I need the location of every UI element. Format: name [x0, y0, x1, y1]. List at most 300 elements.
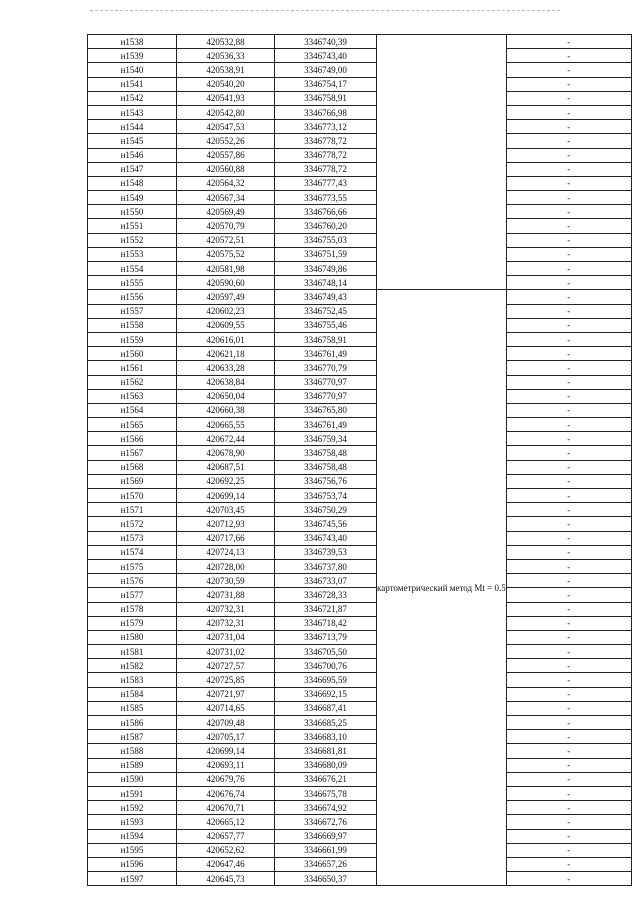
y-coordinate-cell: 3346777,43	[275, 176, 377, 190]
table-row	[88, 531, 632, 545]
y-coordinate-cell: 3346761,49	[275, 418, 377, 432]
y-coordinate-cell: 3346692,15	[275, 687, 377, 701]
x-coordinate-cell: 420717,66	[177, 531, 275, 545]
method-cell: картометрический метод Mt = 0.5	[377, 290, 507, 886]
x-coordinate-cell: 420732,31	[177, 616, 275, 630]
note-cell: -	[506, 673, 631, 687]
table-row	[88, 758, 632, 772]
table-row	[88, 162, 632, 176]
table-row	[88, 191, 632, 205]
table-row	[88, 744, 632, 758]
x-coordinate-cell: 420590,60	[177, 276, 275, 290]
note-cell: -	[506, 602, 631, 616]
note-cell: -	[506, 730, 631, 744]
table-row	[88, 602, 632, 616]
y-coordinate-cell: 3346770,79	[275, 361, 377, 375]
point-cell: н1566	[88, 432, 177, 446]
point-cell: н1559	[88, 332, 177, 346]
table-row	[88, 63, 632, 77]
note-cell: -	[506, 701, 631, 715]
y-coordinate-cell: 3346733,07	[275, 574, 377, 588]
table-row	[88, 701, 632, 715]
x-coordinate-cell: 420731,02	[177, 645, 275, 659]
y-coordinate-cell: 3346755,03	[275, 233, 377, 247]
y-coordinate-cell: 3346749,00	[275, 63, 377, 77]
y-coordinate-cell: 3346758,48	[275, 446, 377, 460]
x-coordinate-cell: 420597,49	[177, 290, 275, 304]
table-row	[88, 730, 632, 744]
note-cell: -	[506, 758, 631, 772]
point-cell: н1597	[88, 872, 177, 886]
y-coordinate-cell: 3346749,43	[275, 290, 377, 304]
point-cell: н1579	[88, 616, 177, 630]
x-coordinate-cell: 420709,48	[177, 716, 275, 730]
y-coordinate-cell: 3346669,97	[275, 829, 377, 843]
point-cell: н1583	[88, 673, 177, 687]
table-row	[88, 347, 632, 361]
x-coordinate-cell: 420542,80	[177, 105, 275, 119]
note-cell: -	[506, 318, 631, 332]
note-cell: -	[506, 857, 631, 871]
y-coordinate-cell: 3346728,33	[275, 588, 377, 602]
note-cell: -	[506, 460, 631, 474]
x-coordinate-cell: 420609,55	[177, 318, 275, 332]
point-cell: н1563	[88, 389, 177, 403]
point-cell: н1568	[88, 460, 177, 474]
note-cell: -	[506, 829, 631, 843]
y-coordinate-cell: 3346676,21	[275, 772, 377, 786]
y-coordinate-cell: 3346661,99	[275, 843, 377, 857]
note-cell: -	[506, 659, 631, 673]
note-cell: -	[506, 432, 631, 446]
y-coordinate-cell: 3346754,17	[275, 77, 377, 91]
x-coordinate-cell: 420731,04	[177, 630, 275, 644]
note-cell: -	[506, 588, 631, 602]
note-cell: -	[506, 389, 631, 403]
x-coordinate-cell: 420602,23	[177, 304, 275, 318]
y-coordinate-cell: 3346758,91	[275, 332, 377, 346]
table-row	[88, 559, 632, 573]
x-coordinate-cell: 420547,53	[177, 120, 275, 134]
table-row	[88, 361, 632, 375]
x-coordinate-cell: 420672,44	[177, 432, 275, 446]
x-coordinate-cell: 420721,97	[177, 687, 275, 701]
point-cell: н1549	[88, 191, 177, 205]
table-row	[88, 545, 632, 559]
table-row	[88, 176, 632, 190]
table-row	[88, 489, 632, 503]
point-cell: н1574	[88, 545, 177, 559]
table-row	[88, 35, 632, 49]
note-cell: -	[506, 772, 631, 786]
table-row	[88, 645, 632, 659]
x-coordinate-cell: 420670,71	[177, 801, 275, 815]
note-cell: -	[506, 304, 631, 318]
x-coordinate-cell: 420652,62	[177, 843, 275, 857]
y-coordinate-cell: 3346650,37	[275, 872, 377, 886]
point-cell: н1587	[88, 730, 177, 744]
note-cell: -	[506, 843, 631, 857]
x-coordinate-cell: 420728,00	[177, 559, 275, 573]
note-cell: -	[506, 687, 631, 701]
note-cell: -	[506, 176, 631, 190]
note-cell: -	[506, 574, 631, 588]
x-coordinate-cell: 420676,74	[177, 786, 275, 800]
y-coordinate-cell: 3346770,97	[275, 375, 377, 389]
table-row	[88, 276, 632, 290]
y-coordinate-cell: 3346760,20	[275, 219, 377, 233]
point-cell: н1547	[88, 162, 177, 176]
note-cell: -	[506, 517, 631, 531]
x-coordinate-cell: 420638,84	[177, 375, 275, 389]
x-coordinate-cell: 420633,28	[177, 361, 275, 375]
y-coordinate-cell: 3346683,10	[275, 730, 377, 744]
note-cell: -	[506, 474, 631, 488]
x-coordinate-cell: 420725,85	[177, 673, 275, 687]
point-cell: н1543	[88, 105, 177, 119]
point-cell: н1589	[88, 758, 177, 772]
x-coordinate-cell: 420678,90	[177, 446, 275, 460]
x-coordinate-cell: 420616,01	[177, 332, 275, 346]
x-coordinate-cell: 420557,86	[177, 148, 275, 162]
y-coordinate-cell: 3346758,91	[275, 91, 377, 105]
table-row	[88, 786, 632, 800]
y-coordinate-cell: 3346758,48	[275, 460, 377, 474]
table-row	[88, 588, 632, 602]
point-cell: н1580	[88, 630, 177, 644]
x-coordinate-cell: 420564,32	[177, 176, 275, 190]
y-coordinate-cell: 3346773,12	[275, 120, 377, 134]
table-row	[88, 460, 632, 474]
table-row	[88, 687, 632, 701]
y-coordinate-cell: 3346681,81	[275, 744, 377, 758]
y-coordinate-cell: 3346685,25	[275, 716, 377, 730]
table-row	[88, 716, 632, 730]
x-coordinate-cell: 420731,88	[177, 588, 275, 602]
note-cell: -	[506, 347, 631, 361]
point-cell: н1553	[88, 247, 177, 261]
point-cell: н1557	[88, 304, 177, 318]
point-cell: н1541	[88, 77, 177, 91]
coordinates-table-body	[88, 35, 632, 886]
point-cell: н1539	[88, 49, 177, 63]
y-coordinate-cell: 3346748,14	[275, 276, 377, 290]
table-row	[88, 375, 632, 389]
x-coordinate-cell: 420732,31	[177, 602, 275, 616]
table-row	[88, 815, 632, 829]
y-coordinate-cell: 3346713,79	[275, 630, 377, 644]
note-cell: -	[506, 375, 631, 389]
note-cell: -	[506, 290, 631, 304]
note-cell: -	[506, 233, 631, 247]
table-row	[88, 801, 632, 815]
x-coordinate-cell: 420699,14	[177, 489, 275, 503]
table-row	[88, 290, 632, 304]
x-coordinate-cell: 420538,91	[177, 63, 275, 77]
note-cell: -	[506, 120, 631, 134]
y-coordinate-cell: 3346765,80	[275, 403, 377, 417]
point-cell: н1577	[88, 588, 177, 602]
y-coordinate-cell: 3346739,53	[275, 545, 377, 559]
y-coordinate-cell: 3346752,45	[275, 304, 377, 318]
x-coordinate-cell: 420679,76	[177, 772, 275, 786]
table-row	[88, 233, 632, 247]
note-cell: -	[506, 559, 631, 573]
table-row	[88, 829, 632, 843]
point-cell: н1576	[88, 574, 177, 588]
note-cell: -	[506, 134, 631, 148]
y-coordinate-cell: 3346705,50	[275, 645, 377, 659]
table-row	[88, 49, 632, 63]
coordinates-table	[87, 34, 632, 886]
note-cell: -	[506, 531, 631, 545]
point-cell: н1595	[88, 843, 177, 857]
y-coordinate-cell: 3346721,87	[275, 602, 377, 616]
table-row	[88, 872, 632, 886]
table-row	[88, 389, 632, 403]
table-row	[88, 120, 632, 134]
point-cell: н1542	[88, 91, 177, 105]
point-cell: н1569	[88, 474, 177, 488]
note-cell: -	[506, 262, 631, 276]
table-row	[88, 148, 632, 162]
point-cell: н1591	[88, 786, 177, 800]
table-row	[88, 659, 632, 673]
table-row	[88, 432, 632, 446]
point-cell: н1561	[88, 361, 177, 375]
y-coordinate-cell: 3346751,59	[275, 247, 377, 261]
point-cell: н1570	[88, 489, 177, 503]
note-cell: -	[506, 786, 631, 800]
note-cell: -	[506, 247, 631, 261]
y-coordinate-cell: 3346756,76	[275, 474, 377, 488]
point-cell: н1592	[88, 801, 177, 815]
point-cell: н1550	[88, 205, 177, 219]
y-coordinate-cell: 3346753,74	[275, 489, 377, 503]
point-cell: н1560	[88, 347, 177, 361]
x-coordinate-cell: 420705,17	[177, 730, 275, 744]
table-row	[88, 673, 632, 687]
y-coordinate-cell: 3346745,56	[275, 517, 377, 531]
x-coordinate-cell: 420536,33	[177, 49, 275, 63]
x-coordinate-cell: 420692,25	[177, 474, 275, 488]
x-coordinate-cell: 420730,59	[177, 574, 275, 588]
point-cell: н1590	[88, 772, 177, 786]
y-coordinate-cell: 3346718,42	[275, 616, 377, 630]
point-cell: н1556	[88, 290, 177, 304]
table-row	[88, 843, 632, 857]
table-row	[88, 318, 632, 332]
note-cell: -	[506, 645, 631, 659]
table-row	[88, 517, 632, 531]
x-coordinate-cell: 420621,18	[177, 347, 275, 361]
y-coordinate-cell: 3346778,72	[275, 148, 377, 162]
point-cell: н1540	[88, 63, 177, 77]
table-row	[88, 446, 632, 460]
point-cell: н1555	[88, 276, 177, 290]
y-coordinate-cell: 3346778,72	[275, 162, 377, 176]
point-cell: н1596	[88, 857, 177, 871]
point-cell: н1582	[88, 659, 177, 673]
note-cell: -	[506, 446, 631, 460]
point-cell: н1588	[88, 744, 177, 758]
y-coordinate-cell: 3346766,98	[275, 105, 377, 119]
note-cell: -	[506, 49, 631, 63]
table-row	[88, 91, 632, 105]
y-coordinate-cell: 3346672,76	[275, 815, 377, 829]
note-cell: -	[506, 872, 631, 886]
note-cell: -	[506, 332, 631, 346]
note-cell: -	[506, 105, 631, 119]
y-coordinate-cell: 3346687,41	[275, 701, 377, 715]
x-coordinate-cell: 420532,88	[177, 35, 275, 49]
note-cell: -	[506, 630, 631, 644]
note-cell: -	[506, 744, 631, 758]
x-coordinate-cell: 420665,55	[177, 418, 275, 432]
point-cell: н1575	[88, 559, 177, 573]
table-row	[88, 247, 632, 261]
y-coordinate-cell: 3346755,46	[275, 318, 377, 332]
x-coordinate-cell: 420575,52	[177, 247, 275, 261]
x-coordinate-cell: 420712,93	[177, 517, 275, 531]
point-cell: н1538	[88, 35, 177, 49]
note-cell: -	[506, 63, 631, 77]
table-row	[88, 105, 632, 119]
x-coordinate-cell: 420647,46	[177, 857, 275, 871]
top-scan-artifact	[90, 10, 560, 15]
x-coordinate-cell: 420570,79	[177, 219, 275, 233]
y-coordinate-cell: 3346750,29	[275, 503, 377, 517]
point-cell: н1584	[88, 687, 177, 701]
table-row	[88, 418, 632, 432]
note-cell: -	[506, 219, 631, 233]
point-cell: н1572	[88, 517, 177, 531]
x-coordinate-cell: 420687,51	[177, 460, 275, 474]
table-row	[88, 474, 632, 488]
x-coordinate-cell: 420727,57	[177, 659, 275, 673]
x-coordinate-cell: 420699,14	[177, 744, 275, 758]
note-cell: -	[506, 205, 631, 219]
x-coordinate-cell: 420665,12	[177, 815, 275, 829]
table-row	[88, 503, 632, 517]
x-coordinate-cell: 420657,77	[177, 829, 275, 843]
y-coordinate-cell: 3346674,92	[275, 801, 377, 815]
note-cell: -	[506, 276, 631, 290]
y-coordinate-cell: 3346743,40	[275, 49, 377, 63]
y-coordinate-cell: 3346700,76	[275, 659, 377, 673]
x-coordinate-cell: 420650,04	[177, 389, 275, 403]
note-cell: -	[506, 361, 631, 375]
table-row	[88, 304, 632, 318]
point-cell: н1558	[88, 318, 177, 332]
point-cell: н1551	[88, 219, 177, 233]
note-cell: -	[506, 503, 631, 517]
x-coordinate-cell: 420703,45	[177, 503, 275, 517]
table-row	[88, 205, 632, 219]
x-coordinate-cell: 420572,51	[177, 233, 275, 247]
x-coordinate-cell: 420724,13	[177, 545, 275, 559]
point-cell: н1578	[88, 602, 177, 616]
y-coordinate-cell: 3346749,86	[275, 262, 377, 276]
y-coordinate-cell: 3346680,09	[275, 758, 377, 772]
point-cell: н1545	[88, 134, 177, 148]
note-cell: -	[506, 418, 631, 432]
note-cell: -	[506, 545, 631, 559]
table-row	[88, 772, 632, 786]
table-row	[88, 574, 632, 588]
point-cell: н1562	[88, 375, 177, 389]
table-row	[88, 262, 632, 276]
x-coordinate-cell: 420645,73	[177, 872, 275, 886]
point-cell: н1581	[88, 645, 177, 659]
y-coordinate-cell: 3346743,40	[275, 531, 377, 545]
table-row	[88, 403, 632, 417]
point-cell: н1571	[88, 503, 177, 517]
point-cell: н1552	[88, 233, 177, 247]
note-cell: -	[506, 716, 631, 730]
point-cell: н1565	[88, 418, 177, 432]
note-cell: -	[506, 77, 631, 91]
note-cell: -	[506, 616, 631, 630]
y-coordinate-cell: 3346737,80	[275, 559, 377, 573]
point-cell: н1546	[88, 148, 177, 162]
note-cell: -	[506, 403, 631, 417]
point-cell: н1573	[88, 531, 177, 545]
method-cell	[377, 35, 507, 290]
y-coordinate-cell: 3346773,55	[275, 191, 377, 205]
x-coordinate-cell: 420714,65	[177, 701, 275, 715]
point-cell: н1554	[88, 262, 177, 276]
point-cell: н1586	[88, 716, 177, 730]
y-coordinate-cell: 3346766,66	[275, 205, 377, 219]
table-row	[88, 616, 632, 630]
point-cell: н1567	[88, 446, 177, 460]
table-row	[88, 332, 632, 346]
y-coordinate-cell: 3346695,59	[275, 673, 377, 687]
table-row	[88, 219, 632, 233]
point-cell: н1585	[88, 701, 177, 715]
table-row	[88, 77, 632, 91]
y-coordinate-cell: 3346675,78	[275, 786, 377, 800]
note-cell: -	[506, 801, 631, 815]
note-cell: -	[506, 162, 631, 176]
table-row	[88, 857, 632, 871]
x-coordinate-cell: 420560,88	[177, 162, 275, 176]
table-row	[88, 134, 632, 148]
y-coordinate-cell: 3346778,72	[275, 134, 377, 148]
y-coordinate-cell: 3346740,39	[275, 35, 377, 49]
table-row	[88, 630, 632, 644]
x-coordinate-cell: 420660,38	[177, 403, 275, 417]
point-cell: н1593	[88, 815, 177, 829]
point-cell: н1548	[88, 176, 177, 190]
point-cell: н1544	[88, 120, 177, 134]
note-cell: -	[506, 815, 631, 829]
point-cell: н1564	[88, 403, 177, 417]
note-cell: -	[506, 148, 631, 162]
note-cell: -	[506, 489, 631, 503]
x-coordinate-cell: 420552,26	[177, 134, 275, 148]
x-coordinate-cell: 420540,20	[177, 77, 275, 91]
note-cell: -	[506, 91, 631, 105]
x-coordinate-cell: 420693,11	[177, 758, 275, 772]
y-coordinate-cell: 3346759,34	[275, 432, 377, 446]
x-coordinate-cell: 420567,34	[177, 191, 275, 205]
x-coordinate-cell: 420541,93	[177, 91, 275, 105]
y-coordinate-cell: 3346770,97	[275, 389, 377, 403]
point-cell: н1594	[88, 829, 177, 843]
x-coordinate-cell: 420569,49	[177, 205, 275, 219]
